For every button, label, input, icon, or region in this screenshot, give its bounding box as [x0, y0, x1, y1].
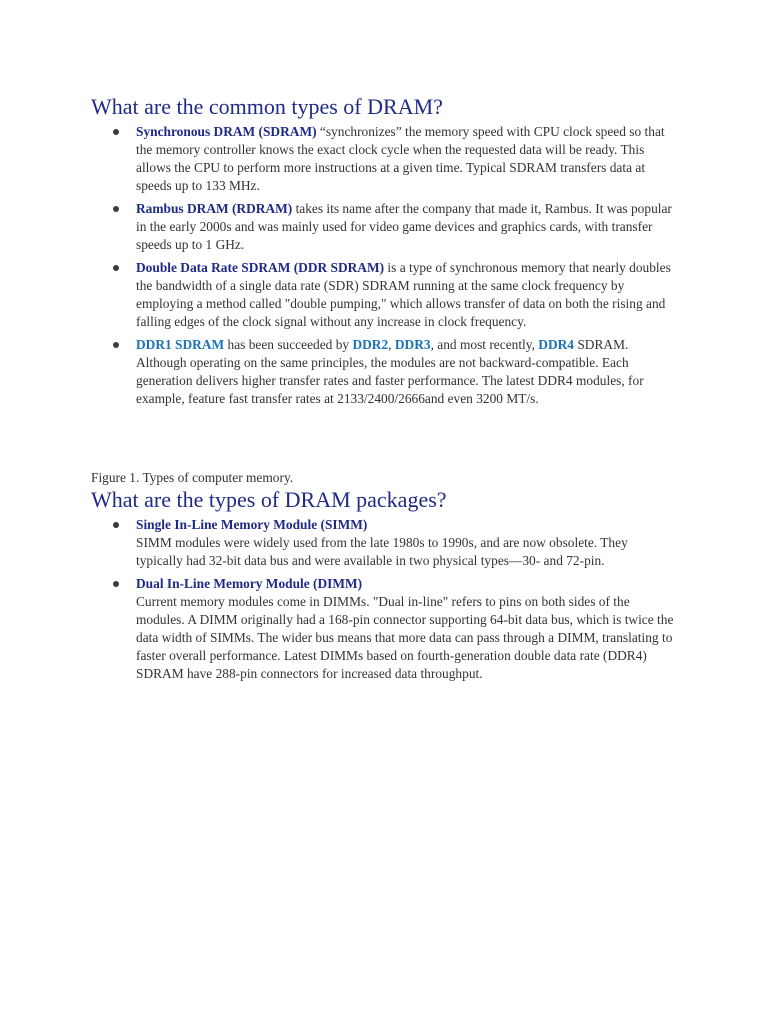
list-item-text [136, 575, 676, 683]
bullet-icon [113, 265, 119, 271]
list-item-text [136, 123, 676, 195]
list-item-text [136, 200, 676, 254]
bullet-icon [113, 342, 119, 348]
bullet-icon [113, 581, 119, 587]
dram-packages-list [0, 516, 768, 688]
text-fragment: , and most recently, [430, 337, 539, 352]
link-ddr2[interactable]: DDR2 [352, 337, 389, 352]
term-rdram: Rambus DRAM (RDRAM) [136, 201, 293, 216]
list-item-sdram [0, 123, 768, 195]
bullet-icon [113, 129, 119, 135]
section-heading-dram-packages: What are the types of DRAM packages? [91, 487, 447, 512]
text-fragment: SDRAM. Although operating on the same principles, the modules are not backward-compatible. Each generation delivers higher transfer rates and faster performance. The latest DDR4 modules, for example, feature fast transfer rates at 2133/2400/2666and even 3200 MT/s. [136, 337, 644, 406]
description-ddr-sdram: is a type of synchronous memory that nearly doubles the bandwidth of a single data rate (SDR) SDRAM running at the same clock frequency by employing a method called "double pumping," which allows transfer of data on both the rising and falling edges of the clock signal without any increase in clock frequency. [136, 260, 671, 329]
list-item-dimm [0, 575, 768, 683]
list-item-ddr-generations [0, 336, 768, 408]
link-ddr3[interactable]: DDR3 [394, 337, 431, 352]
bullet-icon [113, 522, 119, 528]
list-item-rdram [0, 200, 768, 254]
figure-caption: Figure 1. Types of computer memory. [91, 470, 294, 485]
link-ddr1-sdram[interactable]: DDR1 SDRAM [136, 337, 225, 352]
link-ddr4[interactable]: DDR4 [538, 337, 575, 352]
list-item-ddr-sdram [0, 259, 768, 331]
text-fragment: , [388, 337, 395, 352]
description-rdram: takes its name after the company that made it, Rambus. It was popular in the early 2000s and was mainly used for video game devices and graphics cards, with transfer speeds up to 1 GHz. [136, 201, 672, 252]
list-item-text [136, 259, 676, 331]
term-simm: Single In-Line Memory Module (SIMM) [136, 517, 368, 532]
section-heading-dram-types: What are the common types of DRAM? [91, 94, 443, 119]
description-sdram: “synchronizes” the memory speed with CPU clock speed so that the memory controller knows the exact clock cycle when the requested data will be ready. This allows the CPU to perform more instructions at a given time. Typical SDRAM transfers data at speeds up to 133 MHz. [136, 124, 665, 193]
list-item-text [136, 336, 676, 408]
bullet-icon [113, 206, 119, 212]
description-simm: SIMM modules were widely used from the late 1980s to 1990s, and are now obsolete. They typically had 32-bit data bus and were available in two physical types—30- and 72-pin. [136, 535, 628, 568]
text-fragment: has been succeeded by [224, 337, 353, 352]
term-ddr-sdram: Double Data Rate SDRAM (DDR SDRAM) [136, 260, 385, 275]
term-sdram: Synchronous DRAM (SDRAM) [136, 124, 317, 139]
dram-types-list [0, 123, 768, 413]
list-item-text [136, 516, 676, 570]
list-item-simm [0, 516, 768, 570]
term-dimm: Dual In-Line Memory Module (DIMM) [136, 576, 363, 591]
description-dimm: Current memory modules come in DIMMs. "Dual in-line" refers to pins on both sides of the modules. A DIMM originally had a 168-pin connector supporting 64-bit data bus, which is twice the data width of SIMMs. The wider bus means that more data can pass through a DIMM, translating to faster overall performance. Latest DIMMs based on fourth-generation double data rate (DDR4) SDRAM have 288-pin connectors for increased data throughput. [136, 594, 674, 681]
